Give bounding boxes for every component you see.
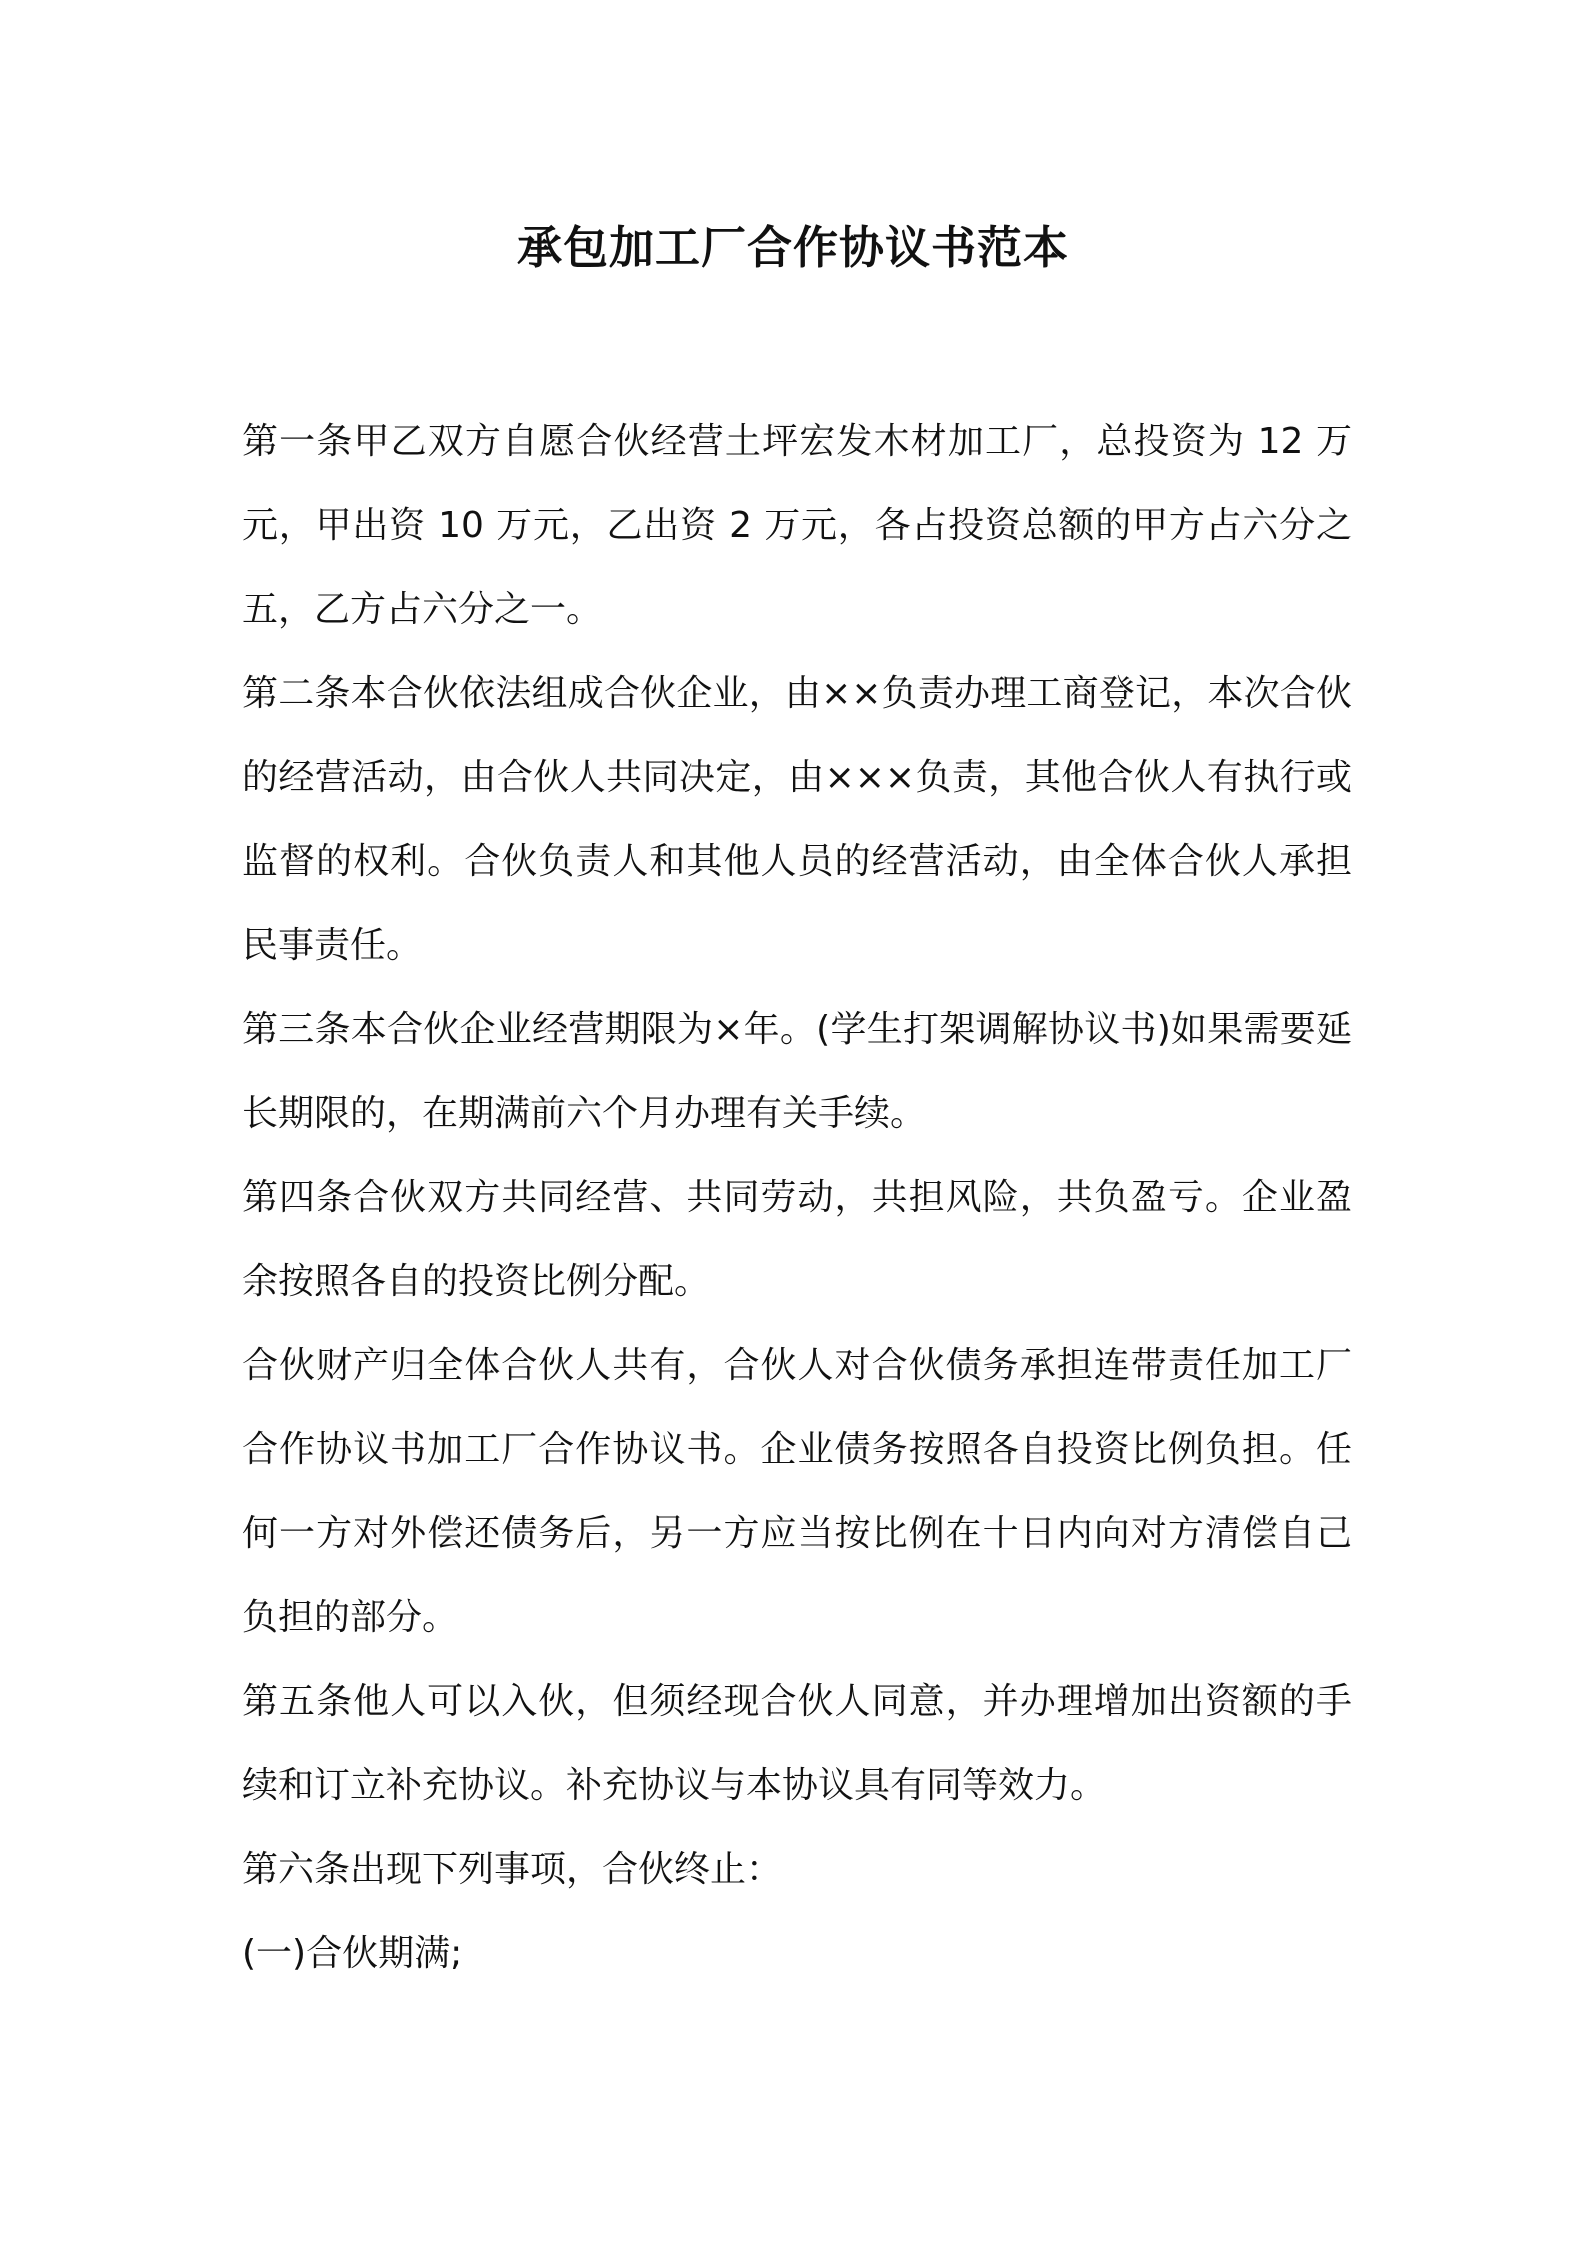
document-body bbox=[242, 400, 1352, 1996]
paragraph-article-6: 第六条出现下列事项，合伙终止： bbox=[242, 1849, 783, 1890]
paragraph-item-1: (一)合伙期满; bbox=[242, 1933, 463, 1974]
document-title: 承包加工厂合作协议书范本 bbox=[516, 221, 1069, 274]
paragraph-article-5: 第五条他人可以入伙，但须经现合伙人同意，并办理增加出资额的手续和订立补充协议。补充协议与本协议具有同等效力。 bbox=[242, 1681, 1352, 1806]
paragraph-article-4: 第四条合伙双方共同经营、共同劳动，共担风险，共负盈亏。企业盈余按照各自的投资比例分配。 bbox=[242, 1177, 1352, 1302]
paragraph-partnership-property: 合伙财产归全体合伙人共有，合伙人对合伙债务承担连带责任加工厂合作协议书加工厂合作协议书。企业债务按照各自投资比例负担。任何一方对外偿还债务后，另一方应当按比例在十日内向对方清偿自己负担的部分。 bbox=[242, 1345, 1352, 1638]
paragraph-article-3: 第三条本合伙企业经营期限为×年。(学生打架调解协议书)如果需要延长期限的，在期满前六个月办理有关手续。 bbox=[242, 1009, 1352, 1134]
paragraph-article-2: 第二条本合伙依法组成合伙企业，由××负责办理工商登记，本次合伙的经营活动，由合伙人共同决定，由×××负责，其他合伙人有执行或监督的权利。合伙负责人和其他人员的经营活动，由全体合伙人承担民事责任。 bbox=[242, 673, 1352, 966]
paragraph-article-1: 第一条甲乙双方自愿合伙经营土坪宏发木材加工厂，总投资为 12 万元，甲出资 10 万元，乙出资 2 万元，各占投资总额的甲方占六分之五，乙方占六分之一。 bbox=[242, 421, 1352, 630]
